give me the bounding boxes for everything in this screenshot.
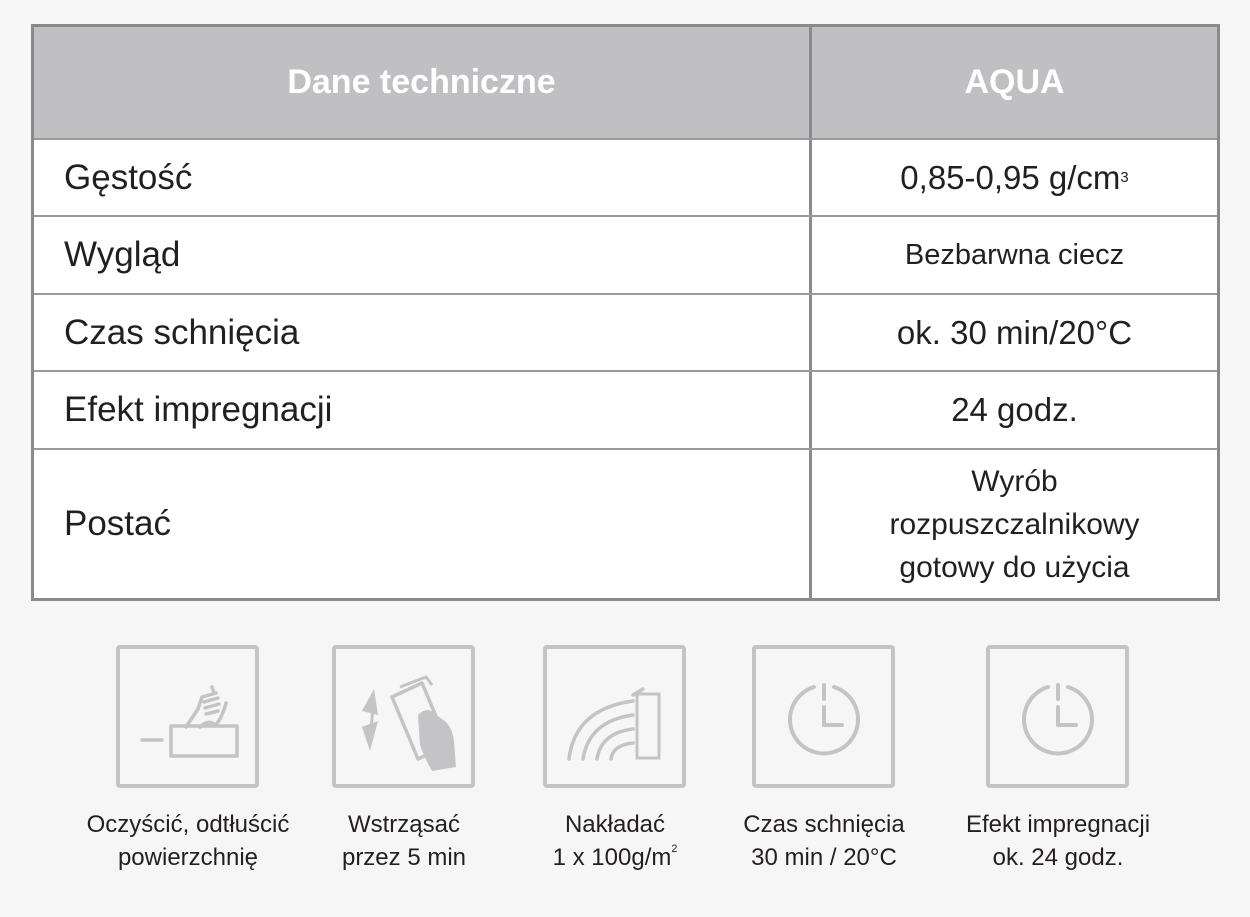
table-row [34,293,1217,370]
table-row [34,370,1217,448]
step-caption-line1: Nakładać [564,811,666,838]
technical-data-table [31,24,1220,601]
row-label: Gęstość [34,140,812,215]
step-caption-line1: Wstrząsać [347,811,460,838]
row-value: Bezbarwna ciecz [904,238,1125,271]
row-label: Czas schnięcia [34,295,812,370]
step-caption [500,808,730,874]
coverage-value: 1 x 100g/m [552,844,672,871]
timer-icon [986,645,1129,788]
step-caption-line1: Efekt impregnacji [965,811,1151,838]
timer-icon [752,645,895,788]
step-caption-line2: ok. 24 godz. [992,844,1124,871]
row-value: 0,85-0,95 g/cm 3 [900,158,1129,196]
step-caption [289,808,519,874]
header-product-name: AQUA [964,63,1065,101]
table-row [34,448,1217,598]
row-label: Postać [34,450,812,598]
row-value: ok. 30 min/20°C [896,313,1133,351]
step-caption-line2: powierzchnię [117,844,259,871]
step-caption-line1: Oczyścić, odtłuścić [86,811,290,838]
step-caption [943,808,1173,874]
row-label: Efekt impregnacji [34,372,812,448]
step-caption [709,808,939,874]
cleaning-icon [116,645,259,788]
table-row [34,215,1217,293]
table-row [34,138,1217,215]
step-caption-line2 [500,841,730,874]
step-caption [73,808,303,874]
step-caption-line1: Czas schnięcia [743,811,905,838]
row-value: 24 godz. [951,391,1078,428]
density-value: 0,85-0,95 g/cm [900,158,1121,196]
table-header-row [34,27,1217,138]
step-caption-line2: 30 min / 20°C [751,844,897,871]
roller-apply-icon [543,645,686,788]
shake-can-icon [332,645,475,788]
header-technical-data: Dane techniczne [34,27,812,138]
form-line-1: Wyrób [971,464,1058,498]
row-value [812,450,1217,598]
row-label: Wygląd [34,217,812,293]
step-caption-line2: przez 5 min [341,844,467,871]
form-line-2: rozpuszczalnikowy [889,507,1140,541]
coverage-unit-exponent: 2 [671,843,678,856]
form-line-3: gotowy do użycia [899,550,1130,584]
